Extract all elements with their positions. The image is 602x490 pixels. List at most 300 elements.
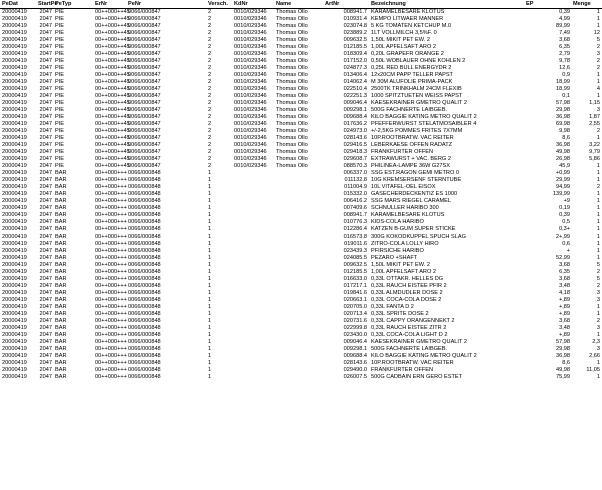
cell-ep: 9,78 [559,58,570,65]
cell-penr: 0066/000847 [128,79,161,86]
cell-penr: 0066/000848 [128,170,161,177]
cell-petyp: PIE [55,163,65,170]
cell-startpe: 2047 [39,65,52,72]
cell-petyp: BAR [55,352,67,359]
col-header-petyp: PeTyp [55,1,72,7]
cell-petyp: BAR [55,317,67,324]
table-row [0,16,602,23]
cell-pedat: 20000419 [2,86,27,93]
cell-ep: 29,99 [556,177,570,184]
cell-pedat: 20000419 [2,373,27,380]
cell-petyp: BAR [55,359,67,366]
cell-pedat: 20000419 [2,114,27,121]
cell-versch: 1 [208,303,212,310]
cell-ep: 0,3+ [558,226,570,233]
cell-versch: 1 [208,317,212,324]
cell-menge: 5,86 [589,156,600,163]
cell-ernr: 00++000++45 [95,65,130,72]
cell-menge: 3 [596,107,600,114]
table-row [0,37,602,44]
table-row [0,156,602,163]
cell-petyp: PIE [55,9,65,15]
cell-versch: 1 [208,212,212,219]
cell-name: Thomas Ollo [276,163,308,170]
cell-penr: 0066/000848 [128,275,161,282]
cell-ernr: 00++000+++ [95,373,127,380]
cell-name: Thomas Ollo [276,100,308,107]
cell-name: Thomas Ollo [276,121,308,128]
table-row [0,135,602,142]
cell-menge: 1 [596,191,600,198]
cell-artnr: 024877.3 [343,65,367,72]
cell-bezeichnung: KIDS-COLA HARIBO [371,219,424,226]
cell-kdnr: 0010/029346 [234,79,267,86]
cell-penr: 0066/000847 [128,44,161,51]
cell-pedat: 20000419 [2,100,27,107]
table-row [0,23,602,30]
cell-bezeichnung: 12x20CM PAPP TELLER PAPST [371,72,453,79]
cell-ernr: 00++000++45 [95,58,130,65]
table-row [0,353,602,360]
cell-petyp: BAR [55,254,67,261]
cell-artnr: 016633.0 [343,275,367,282]
cell-bezeichnung: 0,33L FANTA D 2 [371,303,414,310]
cell-startpe: 2047 [39,23,52,30]
cell-petyp: PIE [55,128,65,135]
cell-menge: 1 [596,247,600,254]
cell-ernr: 00++000++45 [95,93,130,100]
col-header-startpe: StartPe [38,1,58,7]
table-row [0,114,602,121]
cell-menge: 1 [596,310,600,317]
cell-ep: 3,68 [559,317,570,324]
cell-pedat: 20000419 [2,352,27,359]
cell-kdnr: 0010/029346 [234,156,267,163]
cell-menge: 11,05 [586,366,600,373]
cell-ep: 8,6 [562,135,570,142]
cell-petyp: PIE [55,93,65,100]
cell-penr: 0066/000848 [128,226,161,233]
cell-pedat: 20000419 [2,65,27,72]
cell-penr: 0066/000847 [128,37,161,44]
cell-versch: 1 [208,366,212,373]
cell-ep: 0,1 [562,93,570,100]
table-row [0,374,602,381]
cell-ernr: 00++000++45 [95,44,130,51]
cell-pedat: 20000419 [2,170,27,177]
cell-petyp: PIE [55,107,65,114]
cell-startpe: 2047 [39,100,52,107]
cell-kdnr: 0010/029346 [234,44,267,51]
cell-versch: 2 [208,149,212,156]
cell-versch: 1 [208,254,212,261]
cell-name: Thomas Ollo [276,149,308,156]
cell-startpe: 2047 [39,310,52,317]
cell-ep: 69,98 [556,121,570,128]
cell-ernr: 00++000+++ [95,219,127,226]
cell-bezeichnung: LEBERKAESE OFFEN RADATZ [371,142,453,149]
cell-startpe: 2047 [39,58,52,65]
cell-versch: 1 [208,219,212,226]
table-row [0,276,602,283]
cell-menge: 1 [596,16,600,23]
table-row [0,255,602,262]
table-row [0,51,602,58]
cell-artnr: 020663.1 [343,296,367,303]
cell-menge: 1 [596,212,600,219]
cell-ernr: 00++000++45 [95,114,130,121]
column-header-row [0,0,602,9]
cell-versch: 1 [208,177,212,184]
cell-artnr: 022510.4 [343,86,367,93]
cell-menge: 1,15 [589,100,600,107]
cell-pedat: 20000419 [2,9,27,15]
table-row [0,332,602,339]
cell-penr: 0066/000848 [128,247,161,254]
cell-petyp: PIE [55,65,65,72]
cell-startpe: 2047 [39,282,52,289]
cell-ep: 3,68 [559,37,570,44]
cell-ep: +,89 [558,310,570,317]
cell-bezeichnung: 0,33L OTTAKR. HELLES DG [371,275,444,282]
cell-kdnr: 0010/029346 [234,121,267,128]
cell-versch: 1 [208,289,212,296]
cell-versch: 2 [208,30,212,37]
cell-petyp: BAR [55,296,67,303]
cell-artnr: 013406.4 [343,72,367,79]
table-row [0,72,602,79]
cell-versch: 2 [208,163,212,170]
cell-startpe: 2047 [39,345,52,352]
table-row [0,346,602,353]
cell-bezeichnung: 0,33L SPRITE DOSE 2 [371,310,429,317]
cell-kdnr: 0010/029346 [234,16,267,23]
cell-pedat: 20000419 [2,163,27,170]
table-row [0,304,602,311]
cell-ernr: 00++000+++ [95,191,127,198]
cell-kdnr: 0010/029346 [234,51,267,58]
cell-penr: 0066/000848 [128,282,161,289]
cell-petyp: BAR [55,275,67,282]
cell-versch: 2 [208,121,212,128]
cell-pedat: 20000419 [2,135,27,142]
cell-ernr: 00++000++45 [95,79,130,86]
cell-artnr: 009632.5 [343,37,367,44]
cell-menge: 3 [596,296,600,303]
cell-startpe: 2047 [39,198,52,205]
cell-penr: 0066/000848 [128,233,161,240]
cell-versch: 1 [208,282,212,289]
cell-ep: 0,9 [562,72,570,79]
cell-artnr: 010931.4 [343,16,367,23]
cell-ep: 89,99 [556,23,570,30]
cell-startpe: 2047 [39,296,52,303]
cell-versch: 1 [208,373,212,380]
cell-startpe: 2047 [39,303,52,310]
cell-ep: 8,6 [562,359,570,366]
cell-menge: 2 [596,128,600,135]
cell-ep: 3,68 [559,275,570,282]
cell-ep: +0,99 [555,170,570,177]
col-header-penr: PeNr [128,1,142,7]
cell-artnr: 020713.4 [343,310,367,317]
cell-petyp: BAR [55,212,67,219]
cell-startpe: 2047 [39,268,52,275]
cell-menge: 1 [596,163,600,170]
cell-startpe: 2047 [39,247,52,254]
cell-menge: 3 [596,345,600,352]
cell-bezeichnung: 0,33L COCA-COLA DOSE 2 [371,296,442,303]
cell-petyp: BAR [55,170,67,177]
cell-petyp: PIE [55,114,65,121]
cell-bezeichnung: 0,33L ALMDUDLER DOSE 2 [371,289,443,296]
cell-penr: 0066/000848 [128,184,161,191]
cell-menge: 1 [596,233,600,240]
cell-bezeichnung: KEMPO LITWAER MANNER [371,16,444,23]
cell-versch: 1 [208,268,212,275]
cell-startpe: 2047 [39,135,52,142]
cell-kdnr: 0010/029346 [234,37,267,44]
cell-startpe: 2047 [39,128,52,135]
cell-versch: 1 [208,226,212,233]
cell-startpe: 2047 [39,254,52,261]
cell-penr: 0066/000848 [128,198,161,205]
cell-startpe: 2047 [39,163,52,170]
cell-artnr: 012286.4 [343,226,367,233]
cell-artnr: 009688.4 [343,114,367,121]
cell-ep: +,89 [558,331,570,338]
cell-menge: 2 [596,58,600,65]
cell-pedat: 20000419 [2,37,27,44]
cell-startpe: 2047 [39,366,52,373]
table-row [0,121,602,128]
cell-name: Thomas Ollo [276,51,308,58]
cell-pedat: 20000419 [2,247,27,254]
cell-pedat: 20000419 [2,184,27,191]
cell-ep: 139,99 [552,191,570,198]
cell-petyp: BAR [55,184,67,191]
cell-pedat: 20000419 [2,212,27,219]
table-row [0,44,602,51]
cell-artnr: 029608.7 [343,156,367,163]
cell-ernr: 00++000++45 [95,72,130,79]
cell-petyp: BAR [55,240,67,247]
cell-versch: 2 [208,51,212,58]
cell-pedat: 20000419 [2,128,27,135]
cell-pedat: 20000419 [2,79,27,86]
cell-menge: 9,79 [589,149,600,156]
table-row [0,170,602,177]
cell-bezeichnung: 0,50L WOBLAUER OHNE KOHLEN 2 [371,58,466,65]
cell-pedat: 20000419 [2,289,27,296]
cell-ernr: 00++000++45 [95,156,130,163]
cell-name: Thomas Ollo [276,142,308,149]
cell-menge: 2 [596,317,600,324]
cell-artnr: 009632.5 [343,261,367,268]
cell-ep: +,89 [558,303,570,310]
cell-menge: 2,3 [592,338,600,345]
cell-menge: 5 [596,261,600,268]
cell-penr: 0066/000848 [128,366,161,373]
cell-versch: 1 [208,184,212,191]
cell-penr: 0066/000847 [128,100,161,107]
cell-ep: + [566,247,570,254]
cell-versch: 2 [208,9,212,15]
cell-penr: 0066/000848 [128,261,161,268]
cell-ernr: 00++000++45 [95,86,130,93]
cell-bezeichnung: 1,00L APFELSAFT ARO 2 [371,44,436,51]
cell-bezeichnung: 0,25L RED BULL ENERGYDR 2 [371,65,452,72]
cell-name: Thomas Ollo [276,128,308,135]
cell-ernr: 00++000+++ [95,170,127,177]
cell-startpe: 2047 [39,93,52,100]
cell-ep: +9 [563,198,570,205]
cell-versch: 2 [208,44,212,51]
cell-ernr: 00++000+++ [95,303,127,310]
table-row [0,269,602,276]
cell-penr: 0066/000848 [128,240,161,247]
cell-versch: 1 [208,331,212,338]
cell-ep: 75,99 [556,373,570,380]
cell-pedat: 20000419 [2,121,27,128]
cell-name: Thomas Ollo [276,37,308,44]
cell-startpe: 2047 [39,191,52,198]
cell-petyp: PIE [55,44,65,51]
cell-menge: 4 [596,86,600,93]
cell-versch: 1 [208,345,212,352]
cell-menge: 1 [596,135,600,142]
cell-petyp: PIE [55,23,65,30]
cell-petyp: BAR [55,219,67,226]
cell-petyp: BAR [55,324,67,331]
cell-versch: 1 [208,191,212,198]
cell-artnr: 023889.2 [343,30,367,37]
cell-ernr: 00++000+++ [95,240,127,247]
cell-penr: 0066/000848 [128,205,161,212]
cell-startpe: 2047 [39,261,52,268]
cell-bezeichnung: 10L VITAFEL-OEL EISOX [371,184,436,191]
cell-pedat: 20000419 [2,359,27,366]
cell-versch: 1 [208,205,212,212]
cell-ernr: 00++000++45 [95,16,130,23]
cell-bezeichnung: 500G FACHNERTE LAIBGEB. [371,345,448,352]
col-header-pedat: PeDat [2,1,18,7]
cell-pedat: 20000419 [2,107,27,114]
table-row [0,30,602,37]
cell-versch: 1 [208,261,212,268]
cell-startpe: 2047 [39,205,52,212]
cell-penr: 0066/000848 [128,212,161,219]
cell-petyp: BAR [55,198,67,205]
cell-penr: 0066/000848 [128,331,161,338]
cell-penr: 0066/000848 [128,303,161,310]
cell-menge: 1 [596,9,600,15]
cell-ep: 9,98 [559,128,570,135]
cell-startpe: 2047 [39,226,52,233]
col-header-artnr: ArtNr [325,1,340,7]
cell-petyp: PIE [55,16,65,23]
cell-startpe: 2047 [39,317,52,324]
cell-penr: 0066/000847 [128,58,161,65]
cell-penr: 0066/000847 [128,93,161,100]
table-row [0,290,602,297]
cell-startpe: 2047 [39,219,52,226]
cell-name: Thomas Ollo [276,72,308,79]
cell-petyp: BAR [55,331,67,338]
cell-bezeichnung: EXTRAWURST + VAC. BERG 2 [371,156,451,163]
cell-petyp: BAR [55,289,67,296]
cell-ernr: 00++000++45 [95,128,130,135]
cell-artnr: 029416.5 [343,142,367,149]
cell-petyp: BAR [55,310,67,317]
cell-petyp: PIE [55,135,65,142]
table-row [0,184,602,191]
cell-startpe: 2047 [39,212,52,219]
cell-pedat: 20000419 [2,16,27,23]
cell-bezeichnung: KILO BAGGIE KATING METRO QUALIT 2 [371,114,477,121]
cell-startpe: 2047 [39,338,52,345]
table-row [0,79,602,86]
cell-ep: 7,49 [559,30,570,37]
cell-bezeichnung: FRANKFURTER OFFEN [371,366,434,373]
cell-bezeichnung: 2500TK TRINKHALM 24CM FLEXIB [371,86,462,93]
table-row [0,212,602,219]
cell-ep: 29,98 [556,107,570,114]
table-row [0,219,602,226]
cell-menge: 1 [596,226,600,233]
cell-menge: 12 [593,30,600,37]
cell-menge: 1 [596,359,600,366]
cell-name: Thomas Ollo [276,135,308,142]
cell-petyp: PIE [55,79,65,86]
cell-penr: 0066/000848 [128,324,161,331]
cell-penr: 0066/000847 [128,142,161,149]
cell-ernr: 00++000+++ [95,205,127,212]
cell-pedat: 20000419 [2,261,27,268]
cell-bezeichnung: 1,50L MIKIT PET EW. 2 [371,261,430,268]
cell-kdnr: 0010/029346 [234,135,267,142]
cell-bezeichnung: PHILINEA-LAMPE 36W G27SX [371,163,450,170]
cell-menge: 3 [596,51,600,58]
cell-petyp: BAR [55,345,67,352]
cell-artnr: 012185.5 [343,268,367,275]
table-row [0,177,602,184]
cell-startpe: 2047 [39,86,52,93]
cell-petyp: BAR [55,247,67,254]
cell-ernr: 00++000++45 [95,23,130,30]
cell-ep: 0,39 [559,9,570,15]
cell-name: Thomas Ollo [276,16,308,23]
cell-menge: 5 [596,275,600,282]
cell-pedat: 20000419 [2,233,27,240]
cell-kdnr: 0010/029346 [234,58,267,65]
cell-penr: 0066/000847 [128,114,161,121]
cell-startpe: 2047 [39,107,52,114]
table-row [0,93,602,100]
cell-name: Thomas Ollo [276,65,308,72]
cell-ep: 0,5 [562,219,570,226]
cell-menge: 2 [596,44,600,51]
cell-ernr: 00++000++45 [95,107,130,114]
cell-artnr: 088570.3 [343,163,367,170]
cell-versch: 2 [208,37,212,44]
cell-artnr: 023074.8 [343,23,367,30]
cell-versch: 1 [208,275,212,282]
cell-pedat: 20000419 [2,219,27,226]
table-row [0,297,602,304]
cell-ernr: 00++000+++ [95,331,127,338]
cell-menge: 1,87 [589,114,600,121]
